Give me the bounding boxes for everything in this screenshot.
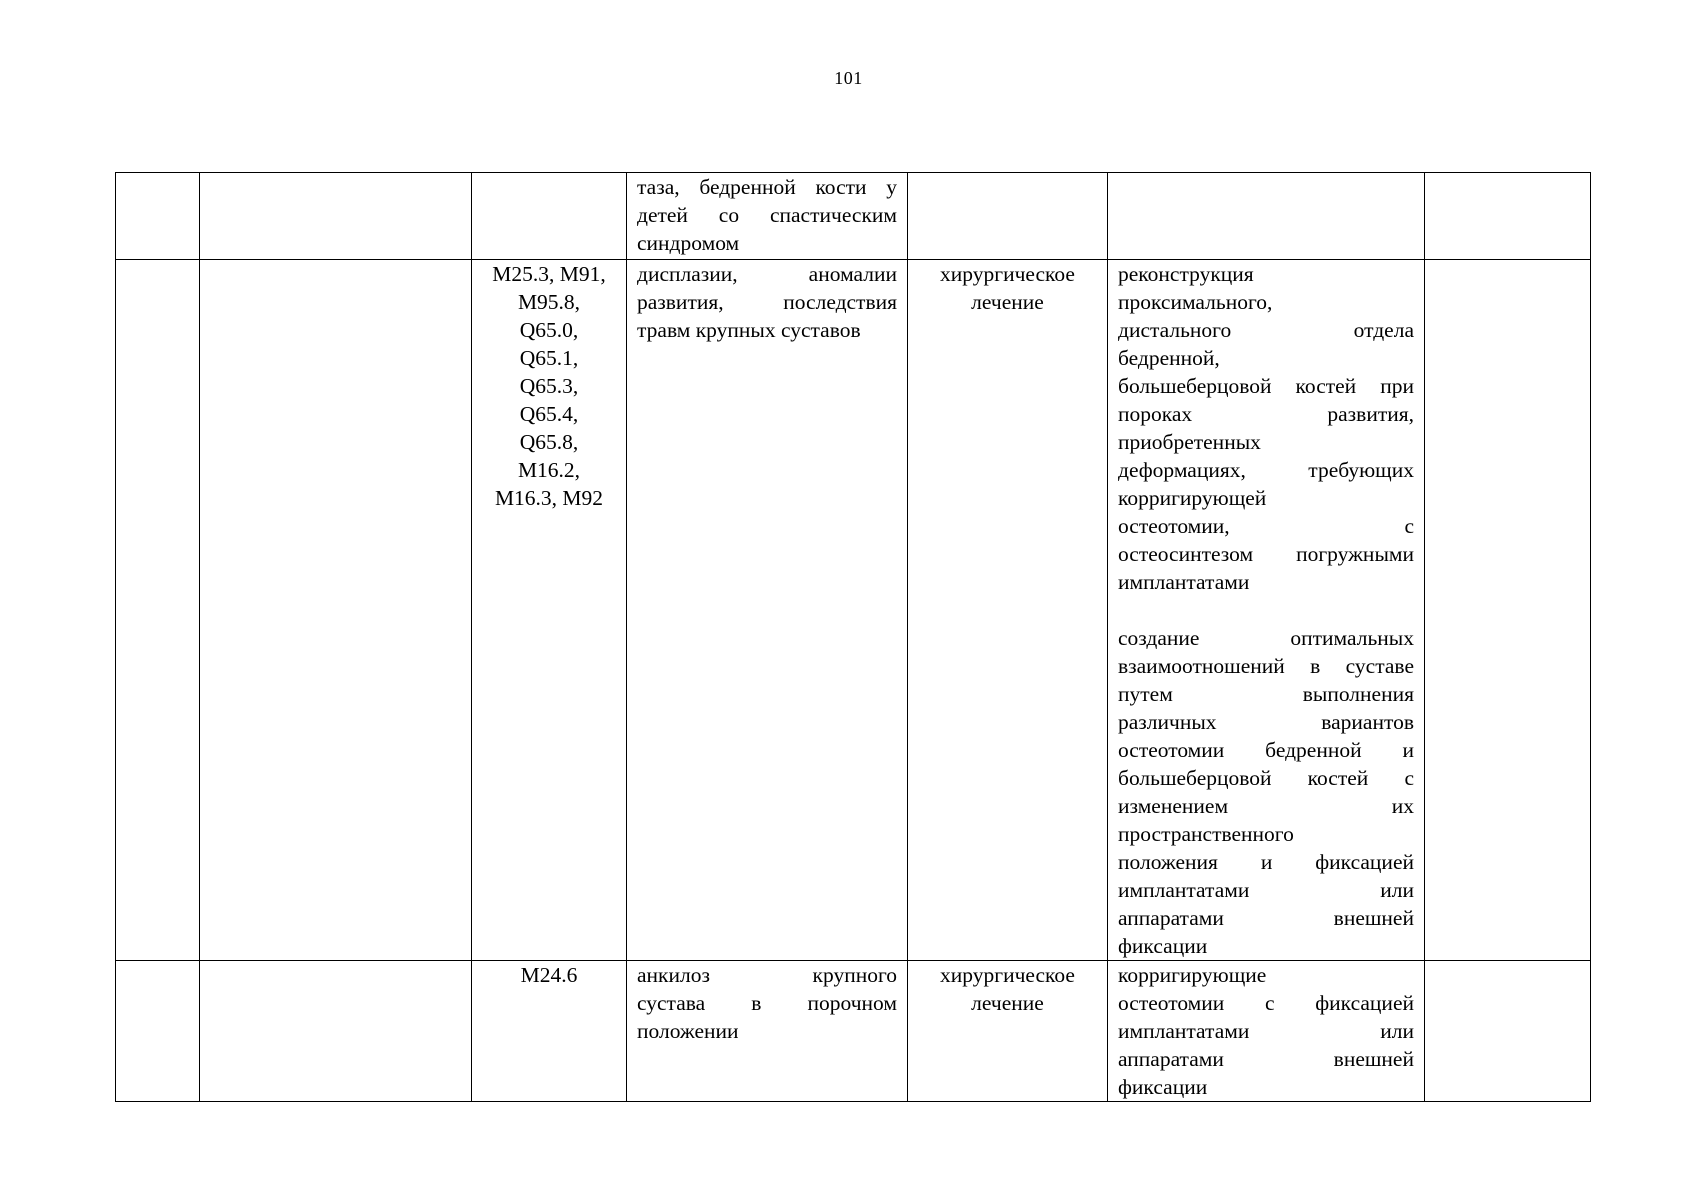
condition-line: синдромом — [637, 231, 740, 255]
procedures-table — [115, 172, 1591, 1102]
condition-cell — [627, 260, 908, 961]
icd-code: M95.8, — [517, 290, 581, 314]
method-line: остеотомии с фиксацией — [1118, 991, 1414, 1015]
method-line: аппаратами внешней — [1118, 1047, 1414, 1071]
profile-cell — [200, 173, 472, 260]
table-row — [116, 173, 1591, 260]
condition-line: дисплазии, аномалии — [637, 262, 897, 286]
method-line: различных вариантов — [1118, 710, 1414, 734]
method-line: корригирующие — [1118, 963, 1267, 987]
profile-cell — [200, 961, 472, 1102]
method-line: пороках развития, — [1118, 402, 1414, 426]
condition-line: положении — [637, 1019, 739, 1043]
condition-cell — [627, 173, 908, 260]
icd-code: Q65.8, — [519, 430, 579, 454]
icd-code: M16.3, M92 — [494, 486, 604, 510]
treatment-line: лечение — [971, 290, 1044, 314]
condition-line: анкилоз крупного — [637, 963, 897, 987]
treatment-line: хирургическое — [940, 262, 1075, 286]
method-line: путем выполнения — [1118, 682, 1414, 706]
method-line: фиксации — [1118, 1075, 1208, 1099]
method-line: взаимоотношений в суставе — [1118, 654, 1414, 678]
treatment-type-cell — [908, 173, 1108, 260]
profile-cell — [200, 260, 472, 961]
method-cell — [1108, 961, 1425, 1102]
method-line: приобретенных — [1118, 430, 1261, 454]
treatment-type-cell — [908, 961, 1108, 1102]
method-line: имплантатами или — [1118, 878, 1414, 902]
condition-line: детей со спастическим — [637, 203, 897, 227]
method-line: имплантатами или — [1118, 1019, 1414, 1043]
method-line: создание оптимальных — [1118, 626, 1414, 650]
method-line: аппаратами внешней — [1118, 906, 1414, 930]
treatment-line: лечение — [971, 991, 1044, 1015]
method-line: пространственного — [1118, 822, 1294, 846]
page-number: 101 — [834, 68, 863, 88]
method-line: большеберцовой костей при — [1118, 374, 1414, 398]
extra-cell — [1425, 961, 1591, 1102]
method-line: деформациях, требующих — [1118, 458, 1414, 482]
condition-line: таза, бедренной кости у — [637, 175, 897, 199]
icd-code: M16.2, — [517, 458, 581, 482]
icd-code: Q65.3, — [519, 374, 579, 398]
method-cell — [1108, 260, 1425, 961]
paragraph-gap — [1118, 596, 1414, 624]
method-line: бедренной, — [1118, 346, 1220, 370]
icd-code: Q65.0, — [519, 318, 579, 342]
method-line: остеотомии, с — [1118, 514, 1414, 538]
treatment-type-cell — [908, 260, 1108, 961]
method-line: фиксации — [1118, 934, 1208, 958]
icd-code: M24.6 — [520, 963, 578, 987]
icd-code-cell — [472, 961, 627, 1102]
method-line: положения и фиксацией — [1118, 850, 1414, 874]
method-line: имплантатами — [1118, 570, 1250, 594]
icd-code: Q65.4, — [519, 402, 579, 426]
method-line: остеосинтезом погружными — [1118, 542, 1414, 566]
method-line: изменением их — [1118, 794, 1414, 818]
icd-code: Q65.1, — [519, 346, 579, 370]
table-row — [116, 961, 1591, 1102]
row-number-cell — [116, 260, 200, 961]
method-line: остеотомии бедренной и — [1118, 738, 1414, 762]
table-row — [116, 260, 1591, 961]
icd-code: M25.3, M91, — [492, 262, 606, 286]
treatment-line: хирургическое — [940, 963, 1075, 987]
extra-cell — [1425, 173, 1591, 260]
method-line: дистального отдела — [1118, 318, 1414, 342]
condition-cell — [627, 961, 908, 1102]
method-line: корригирующей — [1118, 486, 1267, 510]
icd-code-cell — [472, 173, 627, 260]
method-line: проксимального, — [1118, 290, 1273, 314]
row-number-cell — [116, 961, 200, 1102]
condition-line: травм крупных суставов — [637, 318, 861, 342]
extra-cell — [1425, 260, 1591, 961]
row-number-cell — [116, 173, 200, 260]
method-line: реконструкция — [1118, 262, 1254, 286]
method-line: большеберцовой костей с — [1118, 766, 1414, 790]
condition-line: развития, последствия — [637, 290, 897, 314]
condition-line: сустава в порочном — [637, 991, 897, 1015]
icd-code-cell — [472, 260, 627, 961]
method-cell — [1108, 173, 1425, 260]
